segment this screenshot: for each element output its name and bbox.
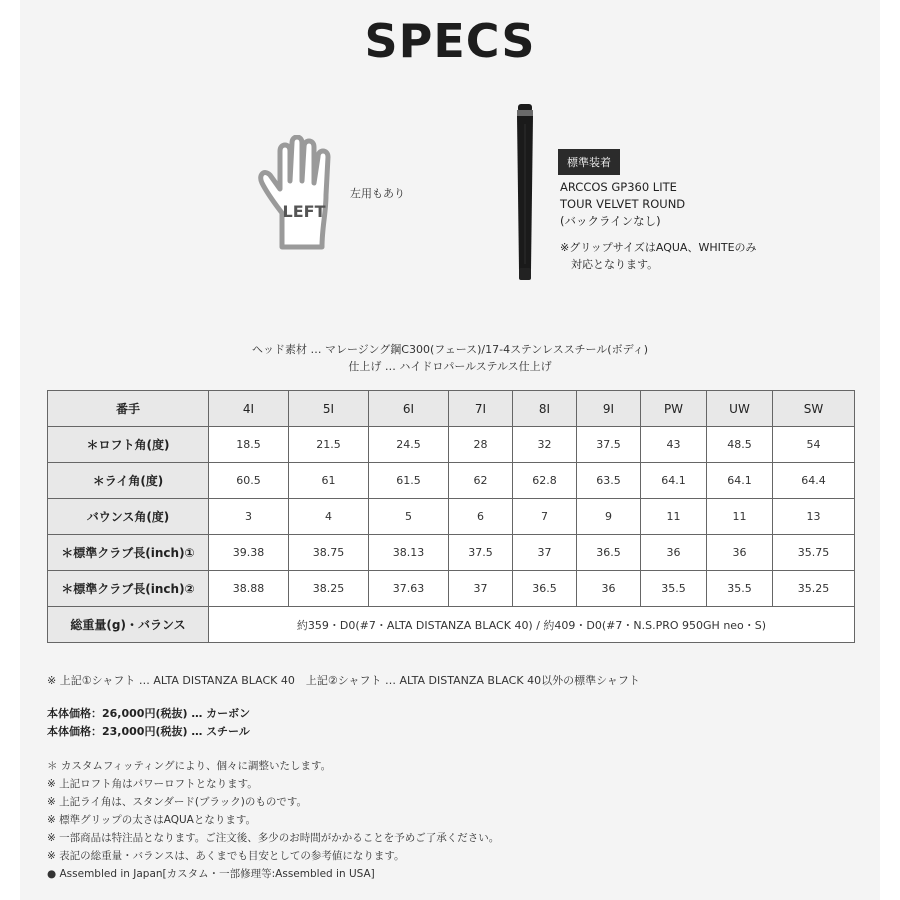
column-header: 7I xyxy=(449,391,513,427)
row-label: 総重量(g)・バランス xyxy=(48,607,209,643)
table-cell: 5 xyxy=(369,499,449,535)
table-cell: 63.5 xyxy=(577,463,641,499)
note-item: ※ 標準グリップの太さはAQUAとなります。 xyxy=(47,814,257,826)
table-cell: 36.5 xyxy=(577,535,641,571)
table-row xyxy=(48,607,855,643)
svg-text:LEFT: LEFT xyxy=(282,202,326,221)
table-cell: 13 xyxy=(773,499,855,535)
specs-page xyxy=(20,0,880,900)
note-item: ● Assembled in Japan[カスタム・一部修理等:Assembled in USA] xyxy=(47,868,375,880)
table-cell: 43 xyxy=(641,427,707,463)
table-cell: 38.13 xyxy=(369,535,449,571)
header-cell: 番手 xyxy=(48,391,209,427)
grip-note-line: 対応となります。 xyxy=(560,258,659,271)
grip-line: ARCCOS GP360 LITE xyxy=(560,180,677,194)
table-cell: 64.1 xyxy=(641,463,707,499)
table-cell: 62 xyxy=(449,463,513,499)
table-cell: 3 xyxy=(209,499,289,535)
column-header: UW xyxy=(707,391,773,427)
column-header: SW xyxy=(773,391,855,427)
standard-badge: 標準装着 xyxy=(558,149,620,175)
grip-line: TOUR VELVET ROUND xyxy=(560,197,686,211)
table-cell: 36.5 xyxy=(513,571,577,607)
grip-note-line: ※グリップサイズはAQUA、WHITEのみ xyxy=(560,241,757,254)
note-item: ※ 一部商品は特注品となります。ご注文後、多少のお時間がかかることを予めご了承ください。 xyxy=(47,832,500,844)
glove-icon xyxy=(254,135,354,253)
table-cell: 37.5 xyxy=(577,427,641,463)
price-steel: 本体価格：23,000円(税抜) … スチール xyxy=(47,725,250,738)
note-item: ※ 表記の総重量・バランスは、あくまでも目安としての参考値になります。 xyxy=(47,850,405,862)
head-material: ヘッド素材 … マレージング鋼C300(フェース)/17-4ステンレススチール(ボディ) xyxy=(252,343,648,356)
table-row xyxy=(48,427,855,463)
row-label: ＊ロフト角(度) xyxy=(48,427,209,463)
table-cell: 36 xyxy=(707,535,773,571)
table-cell: 60.5 xyxy=(209,463,289,499)
finish: 仕上げ … ハイドロパールステルス仕上げ xyxy=(348,360,552,373)
table-cell: 62.8 xyxy=(513,463,577,499)
table-cell: 35.5 xyxy=(641,571,707,607)
table-cell: 64.1 xyxy=(707,463,773,499)
glove-note: 左用もあり xyxy=(350,187,405,200)
table-cell: 61 xyxy=(289,463,369,499)
table-cell: 21.5 xyxy=(289,427,369,463)
column-header: PW xyxy=(641,391,707,427)
table-cell: 35.25 xyxy=(773,571,855,607)
row-label: バウンス角(度) xyxy=(48,499,209,535)
table-cell: 11 xyxy=(707,499,773,535)
table-cell: 18.5 xyxy=(209,427,289,463)
table-cell: 4 xyxy=(289,499,369,535)
notes-list xyxy=(47,757,499,883)
table-cell: 7 xyxy=(513,499,577,535)
note-item: ＊ カスタムフィッティングにより、個々に調整いたします。 xyxy=(47,760,332,772)
table-cell: 37 xyxy=(513,535,577,571)
table-cell: 37.63 xyxy=(369,571,449,607)
table-cell: 6 xyxy=(449,499,513,535)
row-label: ＊標準クラブ長(inch)① xyxy=(48,535,209,571)
column-header: 5I xyxy=(289,391,369,427)
table-row xyxy=(48,571,855,607)
price-list xyxy=(47,705,250,741)
note-item: ※ 上記ロフト角はパワーロフトとなります。 xyxy=(47,778,258,790)
table-cell: 36 xyxy=(641,535,707,571)
table-cell: 37.5 xyxy=(449,535,513,571)
shaft-note: ※ 上記①シャフト … ALTA DISTANZA BLACK 40 上記②シャフト … ALTA DISTANZA BLACK 40以外の標準シャフト xyxy=(47,674,640,687)
table-cell: 38.25 xyxy=(289,571,369,607)
table-row xyxy=(48,463,855,499)
table-cell: 32 xyxy=(513,427,577,463)
table-cell: 36 xyxy=(577,571,641,607)
table-cell: 35.5 xyxy=(707,571,773,607)
row-label: ＊ライ角(度) xyxy=(48,463,209,499)
page-title: SPECS xyxy=(364,14,536,68)
table-cell: 64.4 xyxy=(773,463,855,499)
table-cell: 28 xyxy=(449,427,513,463)
row-label: ＊標準クラブ長(inch)② xyxy=(48,571,209,607)
column-header: 8I xyxy=(513,391,577,427)
table-cell: 35.75 xyxy=(773,535,855,571)
grip-size-note xyxy=(560,239,757,273)
spec-table xyxy=(47,390,855,643)
price-carbon: 本体価格：26,000円(税抜) … カーボン xyxy=(47,707,251,720)
table-cell: 61.5 xyxy=(369,463,449,499)
table-cell: 37 xyxy=(449,571,513,607)
table-row xyxy=(48,499,855,535)
column-header: 6I xyxy=(369,391,449,427)
column-header: 4I xyxy=(209,391,289,427)
column-header: 9I xyxy=(577,391,641,427)
table-header-row xyxy=(48,391,855,427)
grip-model xyxy=(560,179,685,230)
table-cell: 48.5 xyxy=(707,427,773,463)
table-cell: 38.75 xyxy=(289,535,369,571)
table-cell: 11 xyxy=(641,499,707,535)
table-cell: 39.38 xyxy=(209,535,289,571)
grip-image xyxy=(516,104,534,282)
table-row xyxy=(48,535,855,571)
table-cell: 24.5 xyxy=(369,427,449,463)
grip-line: (バックラインなし) xyxy=(560,214,661,228)
table-cell: 38.88 xyxy=(209,571,289,607)
note-item: ※ 上記ライ角は、スタンダード(ブラック)のものです。 xyxy=(47,796,308,808)
table-cell: 54 xyxy=(773,427,855,463)
weight-balance-cell: 約359・D0(#7・ALTA DISTANZA BLACK 40) / 約409・D0(#7・N.S.PRO 950GH neo・S) xyxy=(209,607,855,643)
table-cell: 9 xyxy=(577,499,641,535)
